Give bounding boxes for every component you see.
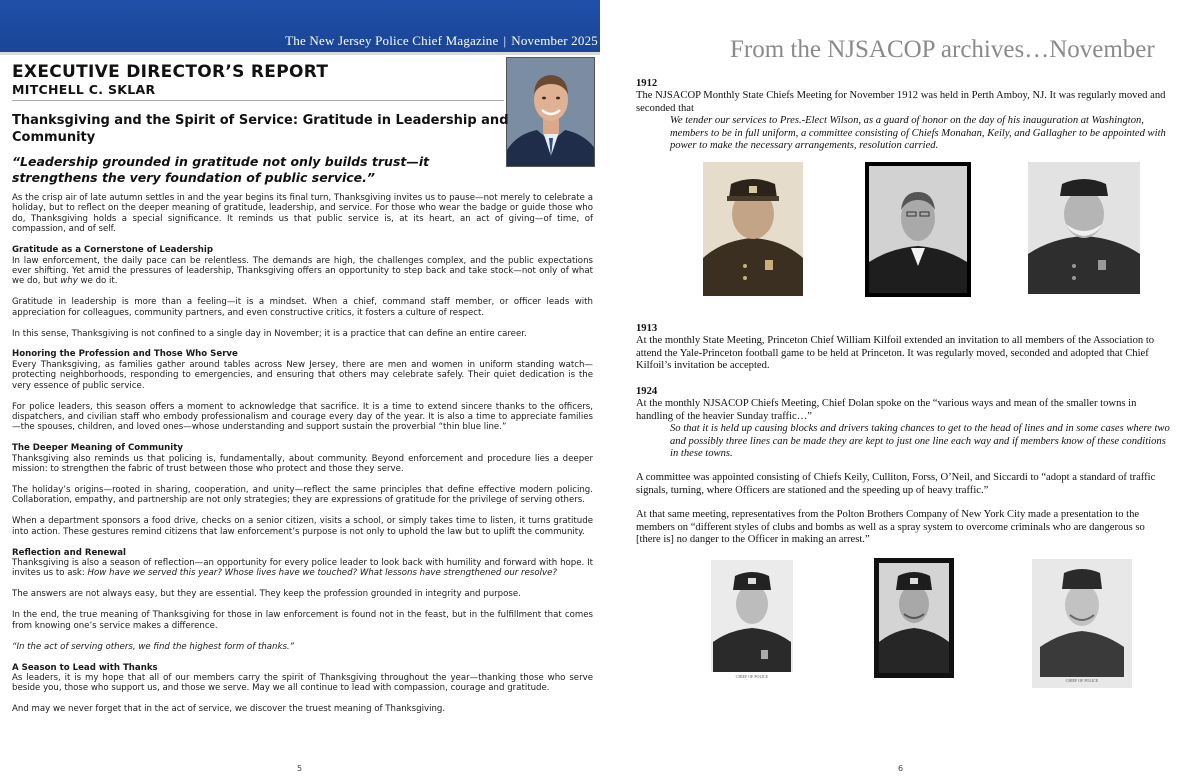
- archive-photo-wilson: [865, 162, 971, 297]
- entry-text: The NJSACOP Monthly State Chiefs Meeting for November 1912 was held in Perth Amboy, NJ. It was regularly moved and seconded that: [636, 90, 1166, 114]
- magazine-header-bar: [0, 0, 600, 52]
- section-heading: A Season to Lead with Thanks: [12, 662, 158, 673]
- entry-text: At the monthly State Meeting, Princeton Chief William Kilfoil extended an invitation to all members of the Association to attend the Yale-Princeton football game to be held at Princeton. It was regularly moved, seconded and adopted that Chief Kilfoil’s invitation be accepted.: [636, 335, 1155, 372]
- entry-year: 1913: [636, 323, 658, 334]
- archive-entry-1913: [636, 323, 1172, 373]
- archive-photo-chief: [874, 558, 954, 678]
- paragraph: Every Thanksgiving, as families gather around tables across New Jersey, there are men and women in uniform standing watch—protecting neighborhoods, responding to emergencies, and ensuring that others may celebrate safely. Their quiet dedication is the very essence of public service.: [12, 359, 593, 391]
- paragraph: In this sense, Thanksgiving is not confined to a single day in November; it is a practice that can define an entire career.: [12, 328, 527, 339]
- paragraph: Thanksgiving is also a season of reflection—an opportunity for every police leader to look back with humility and forward with hope. It invites us to ask: How have we served this year? Whose lives have we touched? What lessons have strengthened our resolve?: [12, 558, 593, 579]
- paragraph: The answers are not always easy, but they are essential. They keep the profession grounded in integrity and purpose.: [12, 589, 521, 600]
- paragraph: Gratitude in leadership is more than a feeling—it is a mindset. When a chief, command staff member, or officer leads with appreciation for colleagues, community partners, and even constructive critics, it fosters a culture of respect.: [12, 297, 593, 318]
- magazine-issue: November 2025: [511, 33, 598, 48]
- paragraph: The holiday’s origins—rooted in sharing, cooperation, and unity—reflect the same principles that define effective modern policing. Collaboration, empathy, and partnership are not only strategies; they are expressions of gratitude for the privilege of serving others.: [12, 485, 593, 506]
- entry-text: A committee was appointed consisting of Chiefs Keily, Culliton, Forss, O’Neil, and Siccardi to “adopt a standard of traffic signals, turning, where Officers are stationed and the speeding up of heavy traffic.”: [636, 472, 1156, 496]
- archive-photo-chief: [1032, 559, 1132, 688]
- page-number: 5: [297, 764, 303, 773]
- author-portrait: [506, 57, 595, 167]
- photo-caption: CHIEF OF POLICE: [1065, 678, 1099, 683]
- entry-quote: So that it is held up causing blocks and drivers taking chances to get to the head of lines and in some cases where two and possibly three lines can be made they are kept to just one line each way and if members know of these conditions in these towns.: [670, 423, 1170, 460]
- magazine-header-title: [285, 33, 598, 49]
- paragraph: In the end, the true meaning of Thanksgiving for those in law enforcement is found not in the feast, but in the fulfillment that comes from knowing one’s service makes a difference.: [12, 610, 593, 631]
- paragraph: Thanksgiving also reminds us that policing is, fundamentally, about community. Beyond enforcement and procedure lies a deeper mission: to strengthen the fabric of trust between those who protect and those they serve.: [12, 453, 593, 475]
- photo-caption: CHIEF OF POLICE: [735, 674, 769, 679]
- report-author: MITCHELL C. SKLAR: [12, 82, 156, 97]
- page-number: 6: [898, 764, 904, 773]
- archive-entry-1924: [636, 386, 1172, 546]
- section-heading: Honoring the Profession and Those Who Serve: [12, 349, 238, 360]
- archive-photo-chief: [711, 560, 793, 672]
- archive-photo-chief: [703, 162, 803, 296]
- archive-photo-chief: [1028, 162, 1140, 294]
- entry-text: At that same meeting, representatives from the Polton Brothers Company of New York City made a presentation to the members on “different styles of clubs and bombs as well as a spray system to overcome criminals who are dangerous so [there is] no danger to the Officer in making an arrest.”: [636, 509, 1145, 546]
- entry-text: At the monthly NJSACOP Chiefs Meeting, Chief Dolan spoke on the “various ways and mean of the smaller towns in handling of the heavier Sunday traffic…”: [636, 398, 1137, 422]
- article-body: [12, 193, 593, 725]
- archive-entry-1912: [636, 78, 1172, 152]
- section-heading: The Deeper Meaning of Community: [12, 443, 183, 454]
- header-separator: |: [503, 33, 507, 48]
- section-heading: Reflection and Renewal: [12, 547, 126, 558]
- paragraph: And may we never forget that in the act of service, we discover the truest meaning of Thanksgiving.: [12, 704, 446, 715]
- entry-year: 1912: [636, 78, 658, 89]
- article-title: Thanksgiving and the Spirit of Service: Gratitude in Leadership and Community: [12, 113, 509, 145]
- paragraph: For police leaders, this season offers a moment to acknowledge that sacrifice. It is a time to extend sincere thanks to the officers, dispatchers, and civilian staff who embody professionalism and courage every day of the year. It is also a time to appreciate families—the spouses, children, and loved ones—whose understanding and support sustain the proverbial “thin blue line.”: [12, 401, 593, 433]
- magazine-name: The New Jersey Police Chief Magazine: [285, 33, 499, 48]
- section-heading: Gratitude as a Cornerstone of Leadership: [12, 245, 214, 256]
- page-6: [600, 0, 1200, 776]
- entry-quote: We tender our services to Pres.-Elect Wilson, as a guard of honor on the day of his inauguration at Washington, members to be in full uniform, a committee consisting of Chiefs Monahan, Keily, and Gallagher to be appointed with power to make the necessary arrangements, resolution carried.: [670, 115, 1166, 152]
- entry-year: 1924: [636, 386, 658, 397]
- paragraph: When a department sponsors a food drive, checks on a senior citizen, visits a school, or simply takes time to listen, it turns gratitude into action. These gestures remind citizens that law enforcement’s purpose is not only to uphold the law but to uplift the community.: [12, 516, 593, 537]
- header-rule: [0, 52, 600, 55]
- paragraph: As leaders, it is my hope that all of our members carry the spirit of Thanksgiving throughout the year—thanking those who serve beside you, those who support us, and those we serve. May we all continue to lead with compassion, courage and gratitude.: [12, 672, 593, 694]
- author-divider: [12, 100, 504, 101]
- pull-quote: “Leadership grounded in gratitude not only builds trust—it strengthens the very foundation of public service.”: [12, 154, 430, 185]
- report-title: EXECUTIVE DIRECTOR’S REPORT: [12, 62, 329, 82]
- archive-title: From the NJSACOP archives…November: [730, 36, 1155, 63]
- closing-quote: “In the act of serving others, we find the highest form of thanks.”: [12, 641, 295, 652]
- paragraph: In law enforcement, the daily pace can be relentless. The demands are high, the challenges complex, and the public expectations ever shifting. Yet amid the pressures of leadership, Thanksgiving offers an opportunity to step back and take stock—not only of what we do, but why we do it.: [12, 255, 593, 287]
- intro-paragraph: As the crisp air of late autumn settles in and the year begins its final turn, Thanksgiving invites us to pause—not merely to celebrate a holiday, but to reflect on the deeper meaning of gratitude, leadership, and service. For those who wear the badge or guide those who do, Thanksgiving holds a special significance. It reminds us that public service is, at its heart, an act of giving—of time, of compassion, and of self.: [12, 193, 593, 235]
